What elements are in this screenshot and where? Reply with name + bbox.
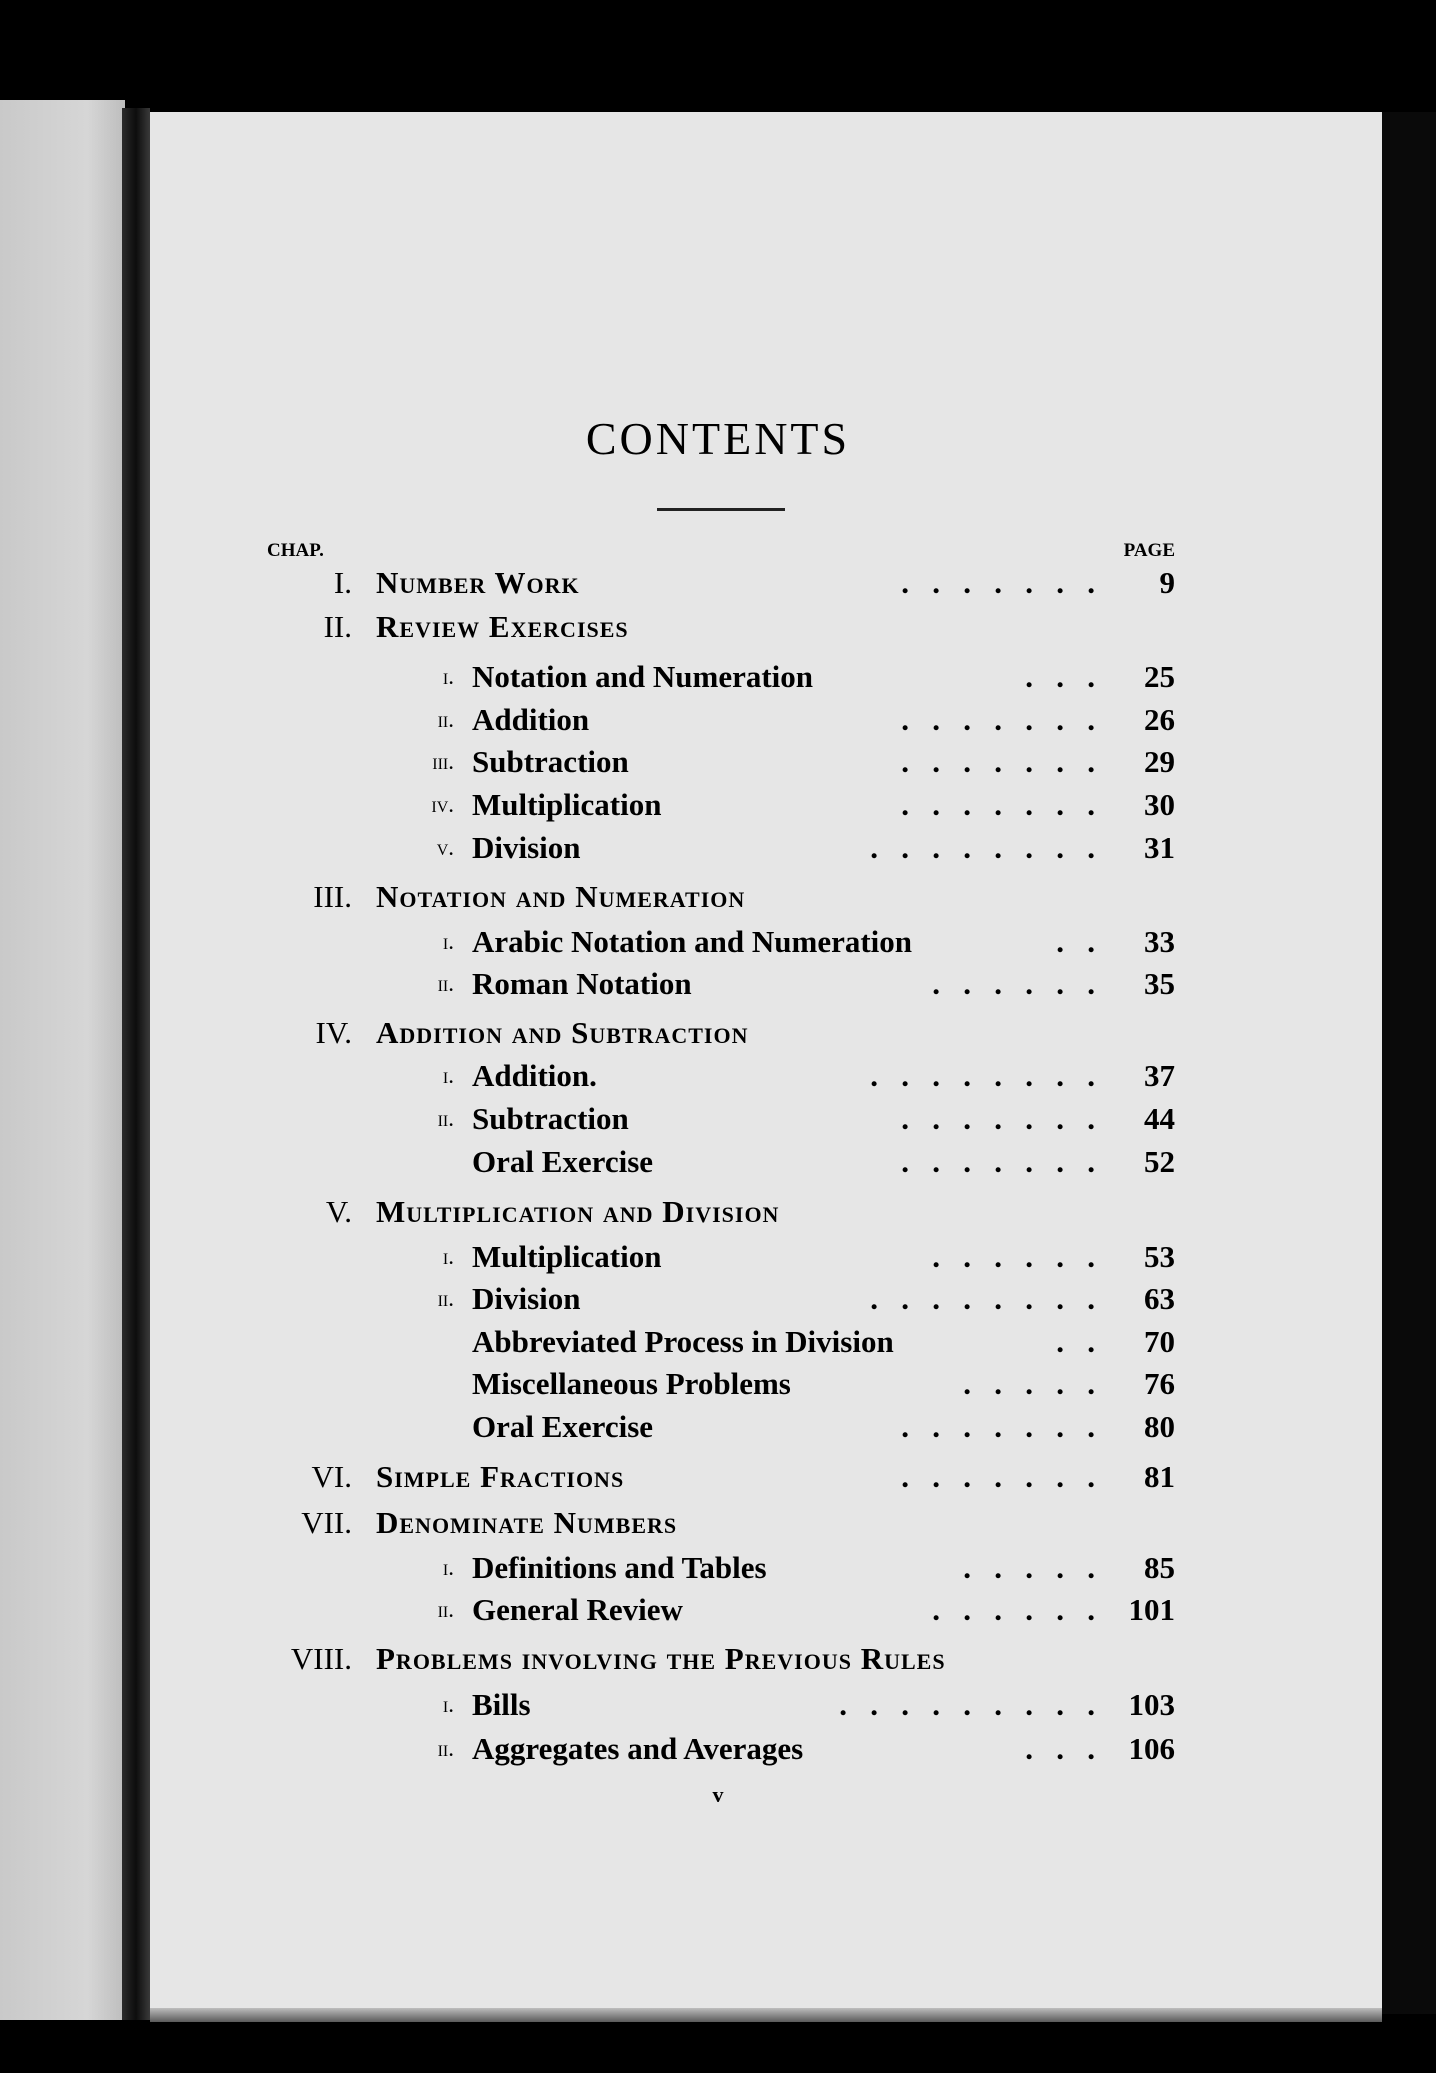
section-number: i. — [442, 664, 454, 689]
section-row — [0, 1141, 1436, 1183]
page-number: 76 — [1144, 1366, 1175, 1401]
section-number: ii. — [437, 1106, 454, 1131]
section-title: Multiplication — [472, 787, 662, 822]
page-column-header: PAGE — [1123, 540, 1175, 561]
page-number: 53 — [1144, 1239, 1175, 1274]
page-number: 63 — [1144, 1281, 1175, 1316]
dot-leader: . . . . . . . — [901, 1101, 1095, 1136]
section-number: v. — [436, 835, 454, 860]
dot-leader: . . . . . . . . — [870, 1281, 1095, 1316]
page-number: 35 — [1144, 966, 1175, 1001]
section-row — [0, 1098, 1436, 1140]
section-title: Abbreviated Process in Division — [472, 1324, 894, 1359]
page-number: 101 — [1128, 1592, 1175, 1627]
page-number: 85 — [1144, 1550, 1175, 1585]
chapter-number: VIII. — [290, 1641, 352, 1676]
dot-leader: . . . . . . — [932, 1592, 1095, 1627]
section-title: Arabic Notation and Numeration — [472, 924, 913, 959]
section-number: ii. — [437, 707, 454, 732]
chapter-title: Multiplication and Division — [376, 1194, 780, 1229]
page-number: 80 — [1144, 1409, 1175, 1444]
page-number: 31 — [1144, 830, 1175, 865]
page-number: 106 — [1128, 1731, 1175, 1766]
chapter-number: IV. — [315, 1015, 352, 1050]
chapter-row — [0, 562, 1436, 604]
page-bottom-edge — [150, 2008, 1382, 2022]
page-number: 26 — [1144, 702, 1175, 737]
chapter-row — [0, 1191, 1436, 1233]
chapter-row — [0, 606, 1436, 648]
page-number: 33 — [1144, 924, 1175, 959]
section-row — [0, 827, 1436, 869]
section-row — [0, 1728, 1436, 1770]
section-number: ii. — [437, 1736, 454, 1761]
page-number: 70 — [1144, 1324, 1175, 1359]
dot-leader: . . . . . — [963, 1550, 1095, 1585]
dot-leader: . . . . . . . — [901, 1459, 1095, 1494]
chapter-title: Denominate Numbers — [376, 1505, 678, 1540]
section-title: Division — [472, 830, 581, 865]
dot-leader: . . . . . — [963, 1366, 1095, 1401]
section-row — [0, 1236, 1436, 1278]
page-number: 30 — [1144, 787, 1175, 822]
dot-leader: . . . . . . — [932, 1239, 1095, 1274]
chapter-number: VII. — [301, 1505, 352, 1540]
section-title: Roman Notation — [472, 966, 692, 1001]
dot-leader: . . . . . . . — [901, 702, 1095, 737]
page-number: 44 — [1144, 1101, 1175, 1136]
section-number: ii. — [437, 1597, 454, 1622]
section-row — [0, 1363, 1436, 1405]
chapter-title: Notation and Numeration — [376, 879, 746, 914]
section-title: Oral Exercise — [472, 1144, 654, 1179]
page-folio: v — [712, 1782, 724, 1807]
section-row — [0, 1321, 1436, 1363]
section-title: Miscellaneous Problems — [472, 1366, 791, 1401]
chapter-title: Simple Fractions — [376, 1459, 625, 1494]
section-number: iv. — [431, 792, 454, 817]
page-number: 29 — [1144, 744, 1175, 779]
chapter-title: Number Work — [376, 565, 580, 600]
section-title: Addition. — [472, 1058, 597, 1093]
chapter-title: Addition and Subtraction — [376, 1015, 749, 1050]
dot-leader: . . . . . . . — [901, 1409, 1095, 1444]
chapter-title: Problems involving the Previous Rules — [376, 1641, 946, 1676]
dot-leader: . . — [1056, 1324, 1095, 1359]
section-number: ii. — [437, 971, 454, 996]
dot-leader: . . . . . . . . . — [839, 1687, 1095, 1722]
section-title: Bills — [472, 1687, 531, 1722]
page-number: 81 — [1144, 1459, 1175, 1494]
dot-leader: . . . — [1025, 1731, 1095, 1766]
chapter-number: V. — [325, 1194, 352, 1229]
section-title: Aggregates and Averages — [472, 1731, 804, 1766]
section-title: Addition — [472, 702, 590, 737]
chapter-number: I. — [333, 565, 352, 600]
section-title: Multiplication — [472, 1239, 662, 1274]
section-title: General Review — [472, 1592, 683, 1627]
chap-column-header: CHAP. — [267, 540, 324, 561]
dot-leader: . . . . . . . . — [870, 1058, 1095, 1093]
dot-leader: . . . . . . . — [901, 787, 1095, 822]
section-number: i. — [442, 929, 454, 954]
page-number: 9 — [1159, 565, 1175, 600]
section-row — [0, 656, 1436, 698]
page-title: CONTENTS — [585, 413, 851, 464]
section-title: Definitions and Tables — [472, 1550, 767, 1585]
section-row — [0, 1547, 1436, 1589]
section-row — [0, 1406, 1436, 1448]
section-title: Subtraction — [472, 744, 629, 779]
dot-leader: . . . . . . . — [901, 1144, 1095, 1179]
chapter-row — [0, 1456, 1436, 1498]
section-number: i. — [442, 1063, 454, 1088]
section-row — [0, 1055, 1436, 1097]
section-row — [0, 1278, 1436, 1320]
dot-leader: . . — [1056, 924, 1095, 959]
chapter-title: Review Exercises — [376, 609, 629, 644]
chapter-row — [0, 876, 1436, 918]
page-number: 52 — [1144, 1144, 1175, 1179]
chapter-row — [0, 1638, 1436, 1680]
chapter-row — [0, 1012, 1436, 1054]
section-row — [0, 1589, 1436, 1631]
section-row — [0, 1684, 1436, 1726]
section-title: Oral Exercise — [472, 1409, 654, 1444]
section-row — [0, 784, 1436, 826]
page-number: 37 — [1144, 1058, 1175, 1093]
section-number: i. — [442, 1244, 454, 1269]
section-row — [0, 963, 1436, 1005]
section-row — [0, 921, 1436, 963]
section-title: Subtraction — [472, 1101, 629, 1136]
dot-leader: . . . . . . . — [901, 565, 1095, 600]
chapter-number: VI. — [311, 1459, 352, 1494]
chapter-row — [0, 1502, 1436, 1544]
section-number: i. — [442, 1555, 454, 1580]
section-row — [0, 741, 1436, 783]
section-title: Division — [472, 1281, 581, 1316]
page-number: 103 — [1128, 1687, 1175, 1722]
section-number: iii. — [432, 749, 454, 774]
page-number: 25 — [1144, 659, 1175, 694]
section-number: i. — [442, 1692, 454, 1717]
dot-leader: . . . . . . . — [901, 744, 1095, 779]
section-number: ii. — [437, 1286, 454, 1311]
chapter-number: III. — [313, 879, 352, 914]
section-row — [0, 699, 1436, 741]
section-title: Notation and Numeration — [472, 659, 814, 694]
dot-leader: . . . — [1025, 659, 1095, 694]
dot-leader: . . . . . . — [932, 966, 1095, 1001]
chapter-number: II. — [323, 609, 352, 644]
title-rule — [657, 508, 785, 511]
dot-leader: . . . . . . . . — [870, 830, 1095, 865]
